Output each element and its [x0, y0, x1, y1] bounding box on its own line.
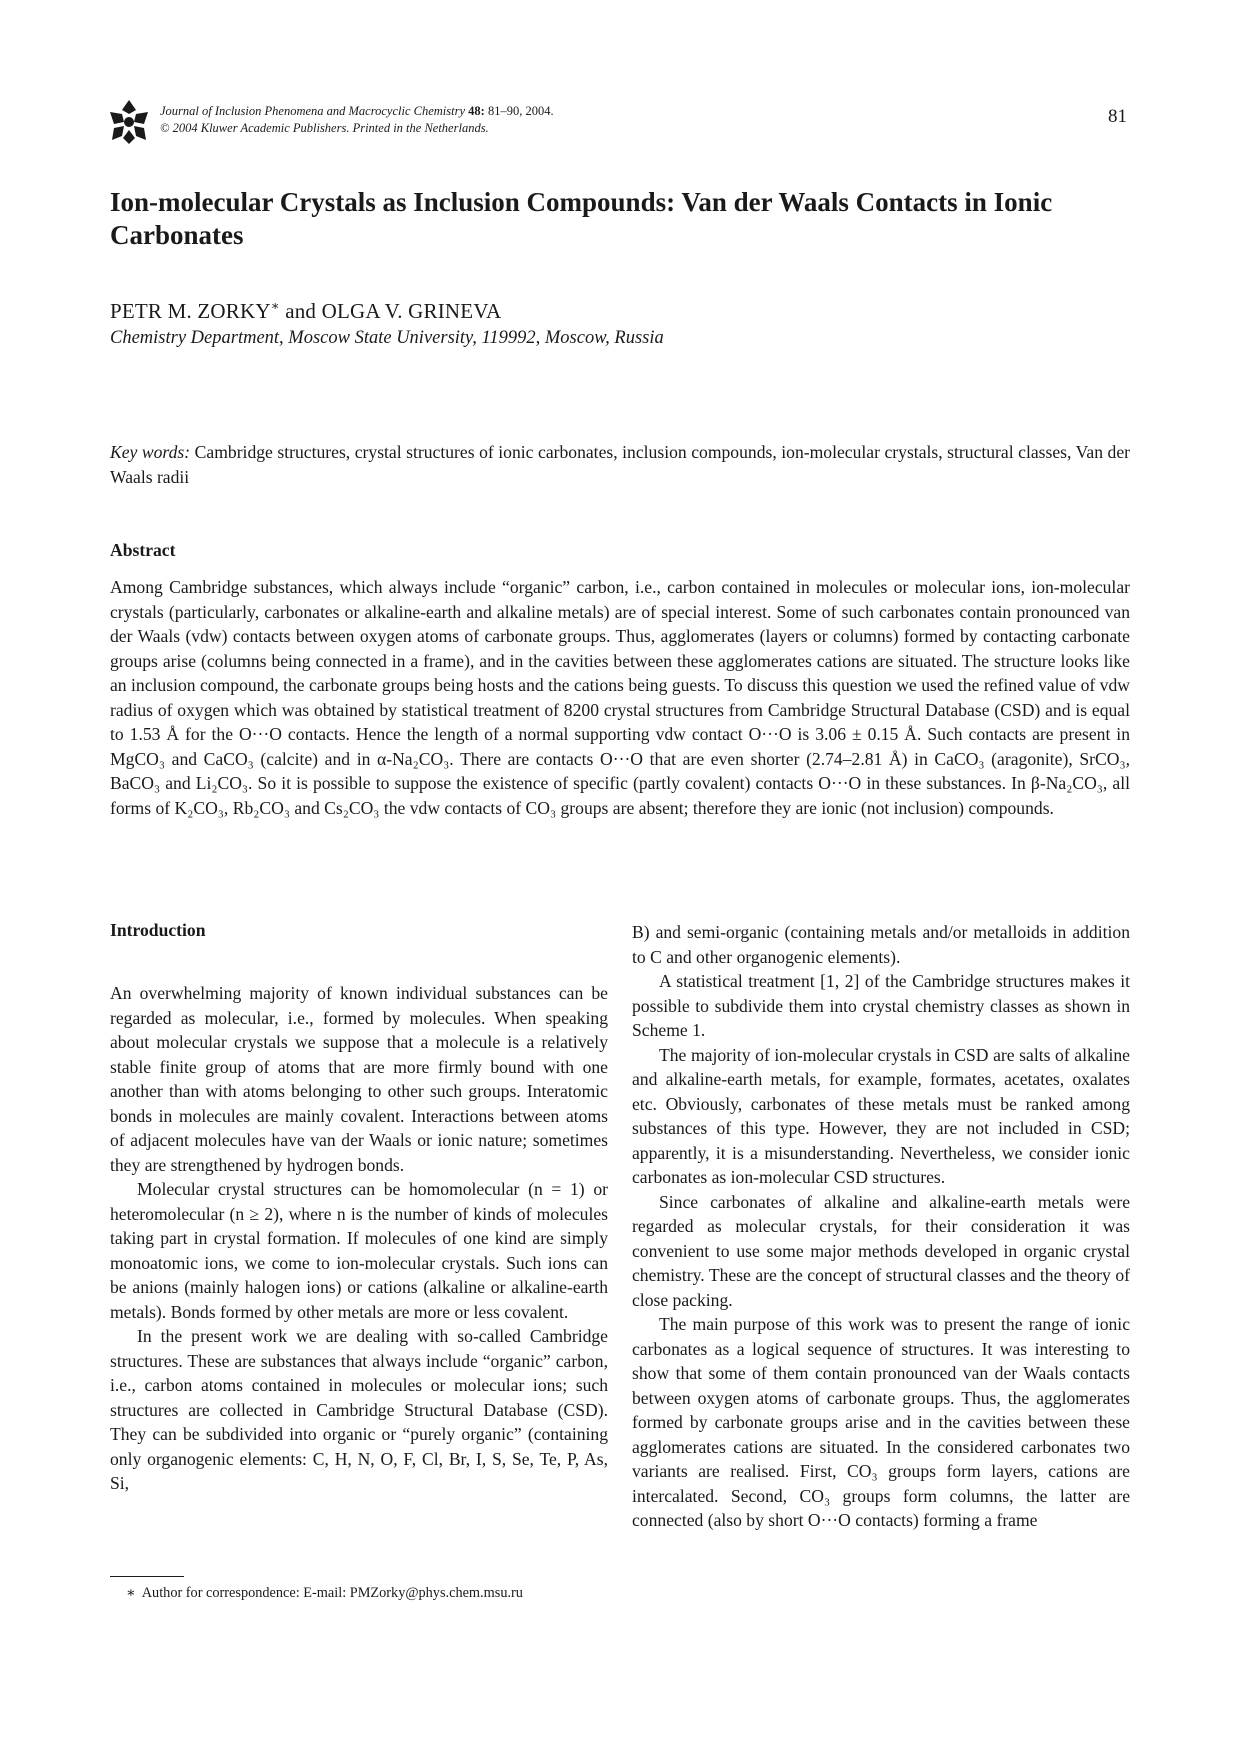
- introduction-heading: Introduction: [110, 920, 206, 940]
- journal-citation: [160, 103, 554, 137]
- author-1: PETR M. ZORKY: [110, 299, 271, 323]
- correspondence-mark: ∗: [270, 298, 280, 313]
- keywords-text: Cambridge structures, crystal structures of ionic carbonates, inclusion compounds, ion-molecular crystals, structural classes, Van der Waals radii: [110, 442, 1130, 487]
- footnote-mark: ∗: [126, 1585, 136, 1601]
- publisher-logo-icon: [110, 100, 148, 144]
- paragraph: Since carbonates of alkaline and alkaline-earth metals were regarded as molecular crystals, for their consideration it was convenient to use some major methods developed in organic crystal chemistry. These are the concept of structural classes and the theory of close packing.: [632, 1191, 1130, 1310]
- keywords: [110, 440, 1130, 489]
- copyright-line: © 2004 Kluwer Academic Publishers. Printed in the Netherlands.: [160, 121, 489, 135]
- paragraph: Molecular crystal structures can be homomolecular (n = 1) or heteromolecular (n ≥ 2), where n is the number of kinds of molecules taking part in crystal formation. If molecules of one kind are simply monoatomic ions, we come to ion-molecular crystals. Such ions can be anions (mainly halogen ions) or cations (alkaline or alkaline-earth metals). Bonds formed by other metals are more or less covalent.: [110, 1179, 608, 1322]
- journal-line: [160, 103, 554, 120]
- keywords-label: Key words:: [110, 442, 191, 462]
- abstract-heading: Abstract: [110, 540, 176, 560]
- paragraph: B) and semi-organic (containing metals and/or metalloids in addition to C and other organogenic elements).: [632, 922, 1130, 967]
- author-connector: and OLGA V. GRINEVA: [285, 299, 502, 323]
- journal-pages-year: 81–90, 2004.: [487, 104, 554, 118]
- footnote-rule: [110, 1576, 184, 1577]
- paragraph: The majority of ion-molecular crystals in CSD are salts of alkaline and alkaline-earth metals, for example, formates, acetates, oxalates etc. Obviously, carbonates of these metals must be ranked among substances of this type. However, they are not included in CSD; apparently, it is a misunderstanding. Nevertheless, we consider ionic carbonates as ion-molecular CSD structures.: [632, 1044, 1130, 1187]
- paragraph: An overwhelming majority of known individual substances can be regarded as molecular, i.e., formed by molecules. When speaking about molecular crystals we suppose that a molecule is a relatively stable finite group of atoms that are more firmly bound with one another than with atoms belonging to other such groups. Interatomic bonds in molecules are mainly covalent. Interactions between atoms of adjacent molecules have van der Waals or ionic nature; sometimes they are strengthened by hydrogen bonds.: [110, 983, 608, 1175]
- article-title: Ion-molecular Crystals as Inclusion Compounds: Van der Waals Contacts in Ionic Carbonates: [110, 187, 1053, 250]
- footnote: [126, 1585, 523, 1602]
- footnote-text: Author for correspondence: E-mail: PMZorky@phys.chem.msu.ru: [141, 1585, 523, 1601]
- right-column: [632, 920, 1130, 1533]
- abstract-text: Among Cambridge substances, which always include “organic” carbon, i.e., carbon contained in molecules or molecular ions, ion-molecular crystals (particularly, carbonates or alkaline-earth and alkaline metals) are of special interest. Some of such carbonates contain pronounced van der Waals (vdw) contacts between oxygen atoms of carbonate groups. Thus, agglomerates (layers or columns) formed by contacting carbonate groups arise (columns being connected in a frame), and in the cavities between these agglomerates cations are situated. The structure looks like an inclusion compound, the carbonate groups being hosts and the cations being guests. To discuss this question we used the refined value of vdw radius of oxygen which was obtained by statistical treatment of 8200 crystal structures from Cambridge Structural Database (CSD) and is equal to 1.53 Å for the O···O contacts. Hence the length of a normal supporting vdw contact O···O is 3.06 ± 0.15 Å. Such contacts are present in MgCO₃ and CaCO₃ (calcite) and in α-Na₂CO₃. There are contacts O···O that are even shorter (2.74–2.81 Å) in CaCO₃ (aragonite), SrCO₃, BaCO₃ and Li₂CO₃. So it is possible to suppose the existence of specific (partly covalent) contacts O···O in these substances. In β-Na₂CO₃, all forms of K₂CO₃, Rb₂CO₃ and Cs₂CO₃ the vdw contacts of CO₃ groups are absent; therefore they are ionic (not inclusion) compounds.: [110, 577, 1130, 818]
- journal-name: Journal of Inclusion Phenomena and Macrocyclic Chemistry: [160, 104, 466, 118]
- affiliation: Chemistry Department, Moscow State University, 119992, Moscow, Russia: [110, 328, 664, 348]
- left-column: [110, 981, 608, 1496]
- author-line: [110, 298, 501, 324]
- paragraph: A statistical treatment [1, 2] of the Cambridge structures makes it possible to subdivide them into crystal chemistry classes as shown in Scheme 1.: [632, 971, 1130, 1040]
- journal-volume: 48:: [468, 104, 485, 118]
- page-number: 81: [1108, 106, 1127, 127]
- paragraph: The main purpose of this work was to present the range of ionic carbonates as a logical sequence of structures. It was interesting to show that some of them contain pronounced van der Waals contacts between oxygen atoms of carbonate groups. Thus, the agglomerates formed by carbonate groups arise and in the cavities between these agglomerates cations are situated. In the considered carbonates two variants are realised. First, CO₃ groups form layers, cations are intercalated. Second, CO₃ groups form columns, the latter are connected (also by short O···O contacts) forming a frame: [632, 1314, 1130, 1530]
- paragraph: In the present work we are dealing with so-called Cambridge structures. These are substances that always include “organic” carbon, i.e., carbon atoms contained in molecules or molecular ions; such structures are collected in Cambridge Structural Database (CSD). They can be subdivided into organic or “purely organic” (containing only organogenic elements: C, H, N, O, F, Cl, Br, I, S, Se, Te, P, As, Si,: [110, 1326, 608, 1493]
